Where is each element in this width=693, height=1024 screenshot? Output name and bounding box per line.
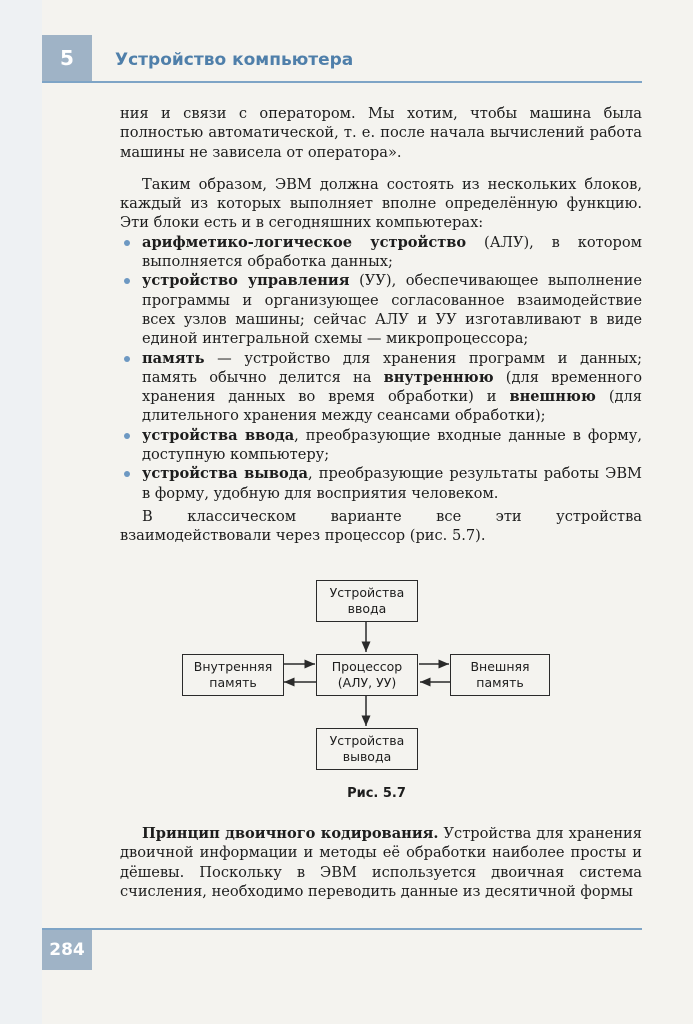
list-item-term: память [142, 349, 205, 367]
page-number: 284 [42, 930, 92, 970]
processor-box [316, 654, 418, 696]
principle-text: Устройства для хранения двоичной информации и методы её обработки наиболее просты и дёшевы. Поскольку в ЭВМ используется двоичная система счисления, необходимо переводить данные из десятичной формы [120, 825, 642, 900]
chapter-number: 5 [60, 46, 74, 70]
blocks-list [120, 233, 642, 503]
box-label-line: Внутренняя [193, 659, 273, 674]
list-item-text: — устройство для хранения программ и данных; память обычно делится на [142, 349, 642, 386]
list-item-term: внутреннюю [383, 368, 494, 386]
box-label-line: (АЛУ, УУ) [337, 675, 397, 690]
figure-caption: Рис. 5.7 [347, 786, 406, 801]
external-memory-box [450, 654, 550, 696]
bullet-icon [124, 433, 130, 439]
box-label-line: ввода [347, 601, 387, 616]
page-margin-band [0, 0, 42, 1024]
main-text [120, 104, 642, 546]
list-item [120, 271, 642, 348]
list-item-term: устройство управления [142, 272, 350, 290]
paragraph-2: Таким образом, ЭВМ должна состоять из нескольких блоков, каждый из которых выполняет вполне определённую функцию. Эти блоки есть и в сегодняшних компьютерах: [120, 175, 642, 232]
paragraph-1: ния и связи с оператором. Мы хотим, чтобы машина была полностью автоматической, т. е. после начала вычислений работа машины не зависела от оператора». [120, 105, 642, 161]
box-label-line: вывода [342, 749, 392, 764]
chapter-title: Устройство компьютера [115, 50, 354, 70]
list-item-term: устройства вывода [142, 465, 308, 483]
input-devices-box [316, 580, 418, 622]
principle-section [120, 824, 642, 901]
box-label-line: память [209, 675, 257, 690]
box-label-line: память [476, 675, 524, 690]
list-item-term: арифметико-логическое устройство [142, 233, 467, 251]
internal-memory-box [182, 654, 284, 696]
list-item [120, 233, 642, 272]
paragraph-3: В классическом варианте все эти устройства взаимодействовали через процессор (рис. 5.7). [120, 507, 642, 545]
bullet-icon [124, 471, 130, 477]
box-label-line: Устройства [329, 733, 405, 748]
list-item [120, 349, 642, 426]
header-rule [42, 81, 642, 83]
figure-5-7-diagram [170, 578, 550, 778]
box-label-line: Устройства [329, 585, 405, 600]
list-item-text: (для временного хранения данных во время обработки) и [142, 368, 642, 406]
list-item-text: (для длительного хранения между сеансами обработки); [142, 388, 642, 425]
list-item-term: устройства ввода [142, 426, 295, 444]
list-item [120, 464, 642, 503]
bullet-icon [124, 278, 130, 284]
principle-title: Принцип двоичного кодирования. [142, 825, 439, 842]
bullet-icon [124, 240, 130, 246]
list-item-text: , преобразующие результаты работы ЭВМ в форму, удобную для восприятия человеком. [142, 465, 642, 502]
box-label-line: Процессор [331, 659, 403, 674]
footer-rule [42, 928, 642, 930]
principle-paragraph [120, 824, 642, 901]
list-item-text: (УУ), обеспечивающее выполнение программы и организующее согласованное взаимодействие всех узлов машины; сейчас АЛУ и УУ изготавливают в виде единой интегральной схемы — микропроцессора; [142, 272, 642, 348]
box-label-line: Внешняя [470, 659, 530, 674]
list-item-text: , преобразующие входные данные в форму, доступную компьютеру; [142, 426, 642, 464]
list-item-text: (АЛУ), в котором выполняется обработка данных; [142, 233, 642, 271]
bullet-icon [124, 356, 130, 362]
output-devices-box [316, 728, 418, 770]
list-item-term: внешнюю [509, 388, 596, 406]
list-item [120, 426, 642, 465]
